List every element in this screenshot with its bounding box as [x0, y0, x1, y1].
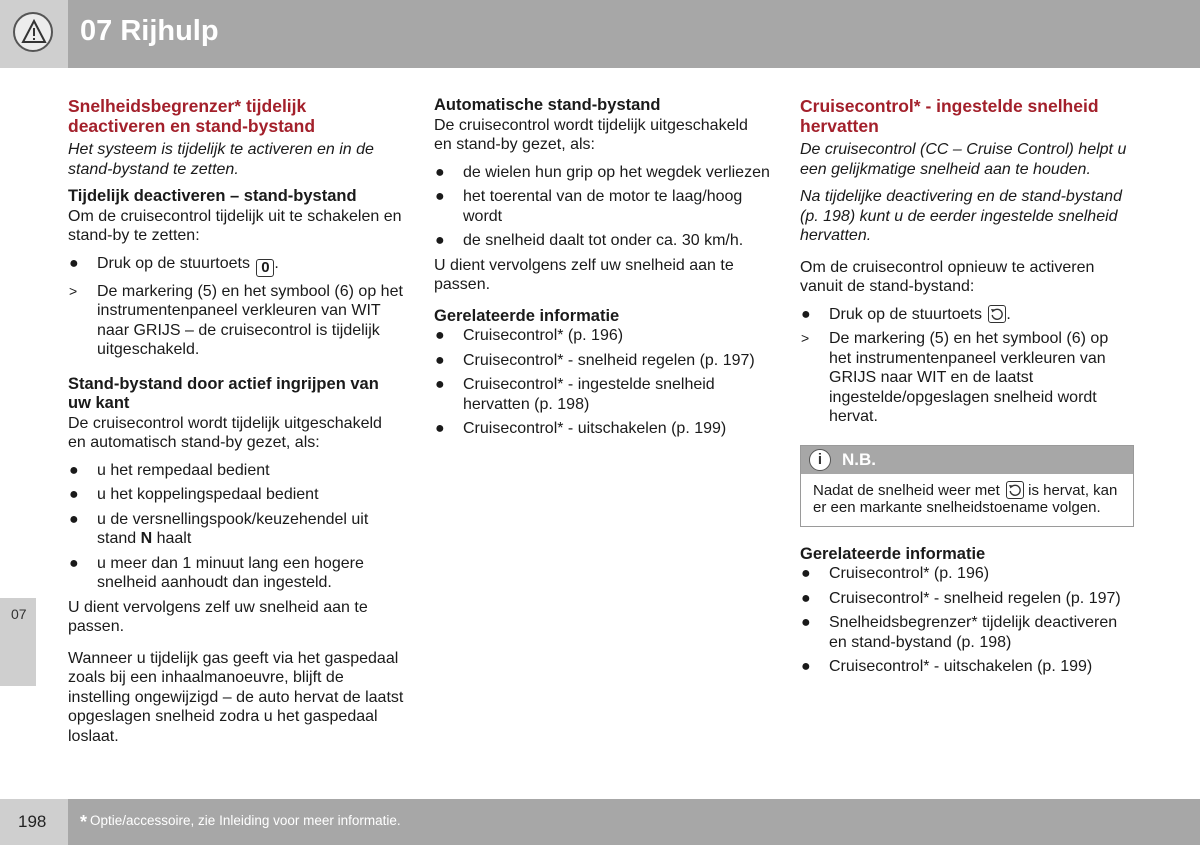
bullet-icon: ●	[69, 461, 79, 479]
list-item: ● u het koppelingspedaal bedient	[69, 486, 319, 503]
bullet-icon: ●	[435, 188, 445, 205]
header-bar	[0, 0, 1200, 68]
list-item: ● u het rempedaal bedient	[69, 461, 270, 479]
chapter-title: 07 Rijhulp	[80, 15, 219, 47]
list-item: ● u de versnellingspook/keuzehendel uit stand N haalt	[69, 510, 369, 547]
step-item: ● Druk op de stuurtoets 0 .	[69, 254, 279, 276]
bullet-icon: ●	[435, 351, 445, 369]
result-arrow-icon: >	[801, 330, 810, 346]
steering-wheel-key-0-icon: 0	[256, 259, 274, 277]
subsection-title: Stand-bystand door actief ingrijpen van uw kant	[68, 374, 379, 412]
related-link[interactable]: ● Cruisecontrol* - snelheid regelen (p. 197)	[801, 589, 1121, 607]
note-box	[800, 445, 1134, 527]
column-1	[68, 96, 404, 746]
section-intro: Het systeem is tijdelijk te activeren en in de stand-bystand te zetten.	[68, 141, 374, 178]
bullet-icon: ●	[69, 554, 79, 572]
warning-triangle-icon	[13, 12, 53, 52]
result-item: > De markering (5) en het symbool (6) op het instrumentenpaneel verkleuren van GRIJS naar WIT en de laatst ingestelde/opgeslagen snelheid wordt hervat.	[801, 330, 1109, 425]
related-link[interactable]: ● Snelheidsbegrenzer* tijdelijk deactiveren en stand-bystand (p. 198)	[801, 614, 1118, 651]
subsection-title: Automatische stand-bystand	[434, 96, 661, 114]
related-link[interactable]: ● Cruisecontrol* - snelheid regelen (p. 197)	[435, 351, 755, 369]
column-3	[800, 96, 1134, 682]
step-item: ● Druk op de stuurtoets .	[801, 305, 1011, 323]
section-title: Snelheidsbegrenzer* tijdelijk deactiveren en stand-bystand	[68, 96, 316, 136]
bullet-icon: ●	[435, 232, 445, 249]
paragraph: U dient vervolgens zelf uw snelheid aan te passen.	[68, 598, 368, 635]
bullet-icon: ●	[69, 510, 79, 528]
resume-key-icon	[1006, 481, 1024, 499]
paragraph: Wanneer u tijdelijk gas geeft via het gaspedaal zoals bij een inhaalmanoeuvre, blijft de instelling ongewijzigd – de auto hervat de laatst opgeslagen snelheid zodra u het gaspedaal loslaat.	[68, 649, 404, 745]
list-item: ● de wielen hun grip op het wegdek verliezen	[435, 163, 770, 181]
bullet-icon: ●	[435, 327, 445, 344]
bullet-icon: ●	[801, 305, 811, 323]
bullet-icon: ●	[435, 376, 445, 393]
related-link[interactable]: ● Cruisecontrol* - ingestelde snelheid hervatten (p. 198)	[435, 376, 715, 413]
paragraph: De cruisecontrol wordt tijdelijk uitgeschakeld en automatisch stand-by gezet, als:	[68, 414, 382, 451]
result-arrow-icon: >	[69, 282, 78, 299]
bullet-icon: ●	[801, 589, 811, 607]
bullet-icon: ●	[69, 254, 79, 272]
footnote-star: *	[80, 812, 88, 832]
footer-page-area	[0, 799, 68, 845]
resume-key-icon	[988, 305, 1006, 323]
page-number: 198	[18, 812, 47, 831]
note-header	[801, 446, 1133, 474]
related-info-title: Gerelateerde informatie	[434, 306, 620, 325]
related-info-title: Gerelateerde informatie	[800, 544, 986, 563]
chapter-side-tab-label: 07	[11, 606, 27, 622]
info-icon: i	[809, 449, 831, 471]
section-intro: Na tijdelijke deactivering en de stand-bystand (p. 198) kunt u de eerder ingestelde snelheid hervatten.	[800, 188, 1122, 244]
section-title: Cruisecontrol* - ingestelde snelheid hervatten	[800, 96, 1099, 136]
bullet-icon: ●	[801, 658, 811, 675]
column-2	[434, 96, 770, 444]
bullet-icon: ●	[435, 163, 445, 181]
bullet-icon: ●	[435, 420, 445, 437]
chapter-side-tab	[0, 598, 36, 686]
paragraph: U dient vervolgens zelf uw snelheid aan te passen.	[434, 256, 734, 293]
list-item: ● het toerental van de motor te laag/hoog wordt	[435, 188, 743, 225]
paragraph: Om de cruisecontrol tijdelijk uit te schakelen en stand-by te zetten:	[68, 207, 402, 244]
paragraph: Om de cruisecontrol opnieuw te activeren vanuit de stand-bystand:	[800, 258, 1095, 295]
related-link[interactable]: ● Cruisecontrol* (p. 196)	[801, 565, 990, 582]
note-label: N.B.	[842, 449, 876, 469]
bullet-icon: ●	[69, 486, 79, 503]
section-intro: De cruisecontrol (CC – Cruise Control) helpt u een gelijkmatige snelheid aan te houden.	[800, 141, 1127, 178]
related-link[interactable]: ● Cruisecontrol* - uitschakelen (p. 199)	[801, 658, 1093, 675]
related-link[interactable]: ● Cruisecontrol* - uitschakelen (p. 199)	[435, 420, 727, 437]
note-body: Nadat de snelheid weer met is hervat, kan er een markante snelheidstoename volgen.	[813, 481, 1118, 516]
result-item: > De markering (5) en het symbool (6) op het instrumentenpaneel verkleuren van WIT naar GRIJS – de cruisecontrol is tijdelijk uitgeschakeld.	[69, 282, 403, 358]
list-item: ● u meer dan 1 minuut lang een hogere snelheid aanhoudt dan ingesteld.	[69, 554, 364, 591]
subsection-title: Tijdelijk deactiveren – stand-bystand	[68, 187, 357, 205]
footnote: * Optie/accessoire, zie Inleiding voor meer informatie.	[80, 812, 401, 832]
bullet-icon: ●	[801, 614, 811, 631]
paragraph: De cruisecontrol wordt tijdelijk uitgeschakeld en stand-by gezet, als:	[434, 116, 748, 153]
list-item: ● de snelheid daalt tot onder ca. 30 km/h.	[435, 232, 744, 249]
bullet-icon: ●	[801, 565, 811, 582]
header-icon-area	[0, 0, 68, 68]
related-link[interactable]: ● Cruisecontrol* (p. 196)	[435, 327, 624, 344]
footer-bar	[0, 799, 1200, 845]
